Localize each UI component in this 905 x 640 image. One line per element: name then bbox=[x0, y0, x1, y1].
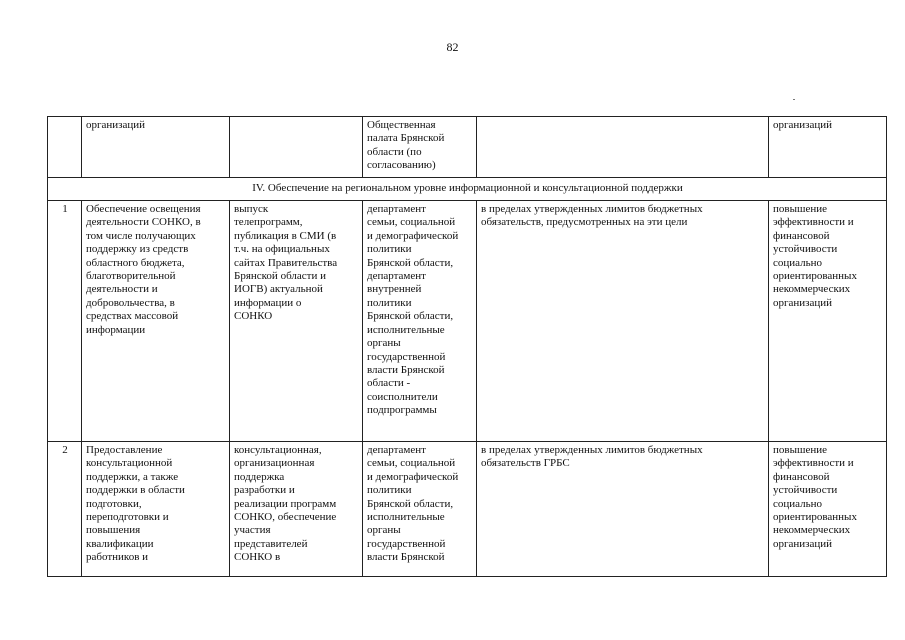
section-title: IV. Обеспечение на региональном уровне информационной и консультационной поддержки bbox=[48, 177, 887, 200]
cell-number bbox=[48, 117, 82, 178]
cell-activity: Предоставление консультационной поддержки, а также поддержки в области подготовки, переподготовки и повышения квалификации работников и bbox=[82, 442, 230, 577]
page-number: 82 bbox=[446, 40, 459, 54]
table-row bbox=[48, 201, 887, 442]
section-header-row bbox=[48, 177, 887, 200]
cell-activity: организаций bbox=[82, 117, 230, 178]
cell-measures: выпуск телепрограмм, публикация в СМИ (в т.ч. на официальных сайтах Правительства Брянской области и ИОГВ) актуальной информации о СОНКО bbox=[230, 201, 363, 442]
cell-result: повышение эффективности и финансовой устойчивости социально ориентированных некоммерческих организаций bbox=[769, 442, 887, 577]
cell-funding: в пределах утвержденных лимитов бюджетных обязательств ГРБС bbox=[477, 442, 769, 577]
cell-executor: департамент семьи, социальной и демографической политики Брянской области, департамент внутренней политики Брянской области, исполнительные органы государственной власти Брянской области - соисполнители подпрограммы bbox=[363, 201, 477, 442]
cell-measures bbox=[230, 117, 363, 178]
cell-executor: департамент семьи, социальной и демографической политики Брянской области, исполнительные органы государственной власти Брянской bbox=[363, 442, 477, 577]
cell-measures: консультационная, организационная поддержка разработки и реализации программ СОНКО, обеспечение участия представителей СОНКО в bbox=[230, 442, 363, 577]
scan-speck bbox=[793, 99, 795, 100]
table-row bbox=[48, 442, 887, 577]
table-row-continuation bbox=[48, 117, 887, 178]
cell-activity: Обеспечение освещения деятельности СОНКО, в том числе получающих поддержку из средств областного бюджета, благотворительной деятельности и добровольчества, в средствах массовой информации bbox=[82, 201, 230, 442]
cell-number: 1 bbox=[48, 201, 82, 442]
cell-funding bbox=[477, 117, 769, 178]
program-activities-table bbox=[47, 116, 887, 577]
cell-result: организаций bbox=[769, 117, 887, 178]
cell-funding: в пределах утвержденных лимитов бюджетных обязательств, предусмотренных на эти цели bbox=[477, 201, 769, 442]
cell-result: повышение эффективности и финансовой устойчивости социально ориентированных некоммерческих организаций bbox=[769, 201, 887, 442]
cell-number: 2 bbox=[48, 442, 82, 577]
cell-executor: Общественная палата Брянской области (по согласованию) bbox=[363, 117, 477, 178]
